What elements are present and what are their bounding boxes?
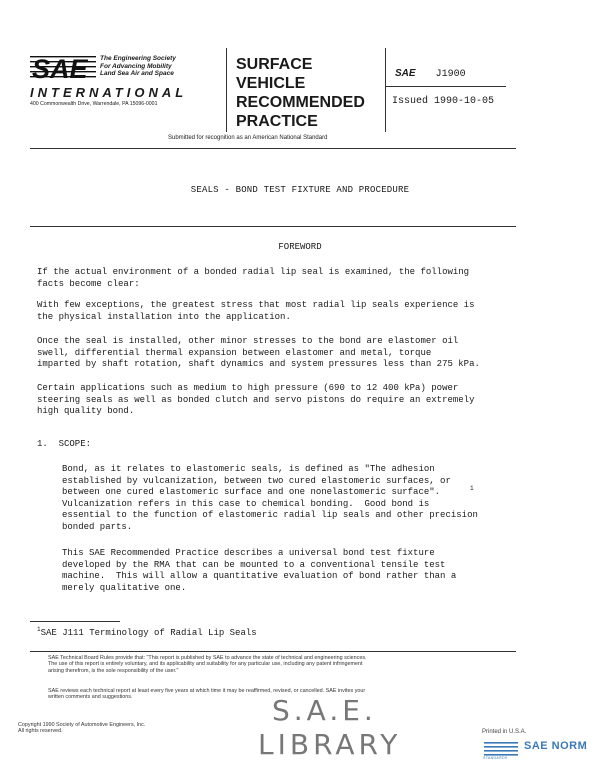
foreword-heading: FOREWORD xyxy=(278,242,322,252)
scope-paragraph: Bond, as it relates to elastomeric seals, is defined as "The adhesion established by vulcanization, between two cured elastomeric surfaces, or between one cured elastomeric surface and one nonelastomeric surface". Vulcanization refers in this case to chemical bonding. Good bond is essential to the function of elastomeric radial lip seals and other precision bonded parts. xyxy=(62,464,478,532)
footnote xyxy=(37,626,257,638)
footnote-mark: 1 xyxy=(37,626,41,633)
footnote-reference: 1 xyxy=(470,485,474,492)
library-stamp-line2: LIBRARY xyxy=(258,728,402,761)
footnote-rule xyxy=(30,621,120,622)
printed-in: Printed in U.S.A. xyxy=(482,729,527,735)
doc-number-value: J1900 xyxy=(435,69,466,80)
foreword-paragraph: With few exceptions, the greatest stress that most radial lip seals experience is the physical installation into the application. xyxy=(37,300,475,322)
doc-brand: SAE xyxy=(395,68,416,79)
sae-logo-text: SAE xyxy=(32,54,88,82)
document-title: SEALS - BOND TEST FIXTURE AND PROCEDURE xyxy=(190,185,410,195)
document-number xyxy=(395,68,466,80)
scope-heading: 1. SCOPE: xyxy=(37,439,92,449)
review-notice: SAE reviews each technical report at least every five years at which time it may be reaffirmed, revised, or cancelled. SAE invites your written comments and suggestions. xyxy=(48,688,366,701)
scope-paragraph: This SAE Recommended Practice describes a universal bond test fixture developed by the RMA that can be mounted to a conventional tensile test machine. This will allow a quantitative evaluation of bond rather than a merely qualitative one. xyxy=(62,548,457,593)
sae-norm-sub: STANDARDS xyxy=(483,756,508,760)
submitted-note: Submitted for recognition as an American National Standard xyxy=(168,135,328,141)
sae-norm-logo-icon xyxy=(484,740,520,756)
header-divider-right xyxy=(385,48,386,132)
footer-rule xyxy=(30,651,516,652)
international-label: INTERNATIONAL xyxy=(30,85,188,100)
copyright: Copyright 1990 Society of Automotive Engineers, Inc. All rights reserved. xyxy=(18,722,146,735)
footnote-text: SAE J111 Terminology of Radial Lip Seals xyxy=(40,628,257,638)
header-divider-left xyxy=(226,48,227,132)
foreword-paragraph: If the actual environment of a bonded radial lip seal is examined, the following facts become clear: xyxy=(37,267,470,289)
address: 400 Commonwealth Drive, Warrendale, PA 15096-0001 xyxy=(30,101,158,107)
library-stamp-line1: S.A.E. xyxy=(272,694,377,727)
document-type: SURFACE VEHICLE RECOMMENDED PRACTICE xyxy=(236,56,365,130)
issued-date: Issued 1990-10-05 xyxy=(392,96,495,107)
sae-norm-brand: SAE NORM xyxy=(524,740,588,752)
sae-tagline: The Engineering Society For Advancing Mobility Land Sea Air and Space xyxy=(100,55,176,77)
technical-board-rules: SAE Technical Board Rules provide that: "This report is published by SAE to advance the state of technical and engineering sciences. The use of this report is entirely voluntary, and its applicability and suitability for any particular use, including any patent infringement arising therefrom, is the sole responsibility of the user." xyxy=(48,655,367,674)
title-rule-bottom xyxy=(30,226,516,227)
doc-number-rule xyxy=(386,86,506,87)
foreword-paragraph: Certain applications such as medium to high pressure (690 to 12 400 kPa) power steering seals as well as bonded clutch and servo pistons do require an extremely high quality bond. xyxy=(37,383,475,417)
title-rule-top xyxy=(30,148,516,149)
sae-logo xyxy=(30,52,100,82)
foreword-paragraph: Once the seal is installed, other minor stresses to the bond are elastomer oil swell, differential thermal expansion between elastomer and metal, torque imparted by shaft rotation, shaft dynamics and system pressures less than 275 kPa. xyxy=(37,336,480,370)
